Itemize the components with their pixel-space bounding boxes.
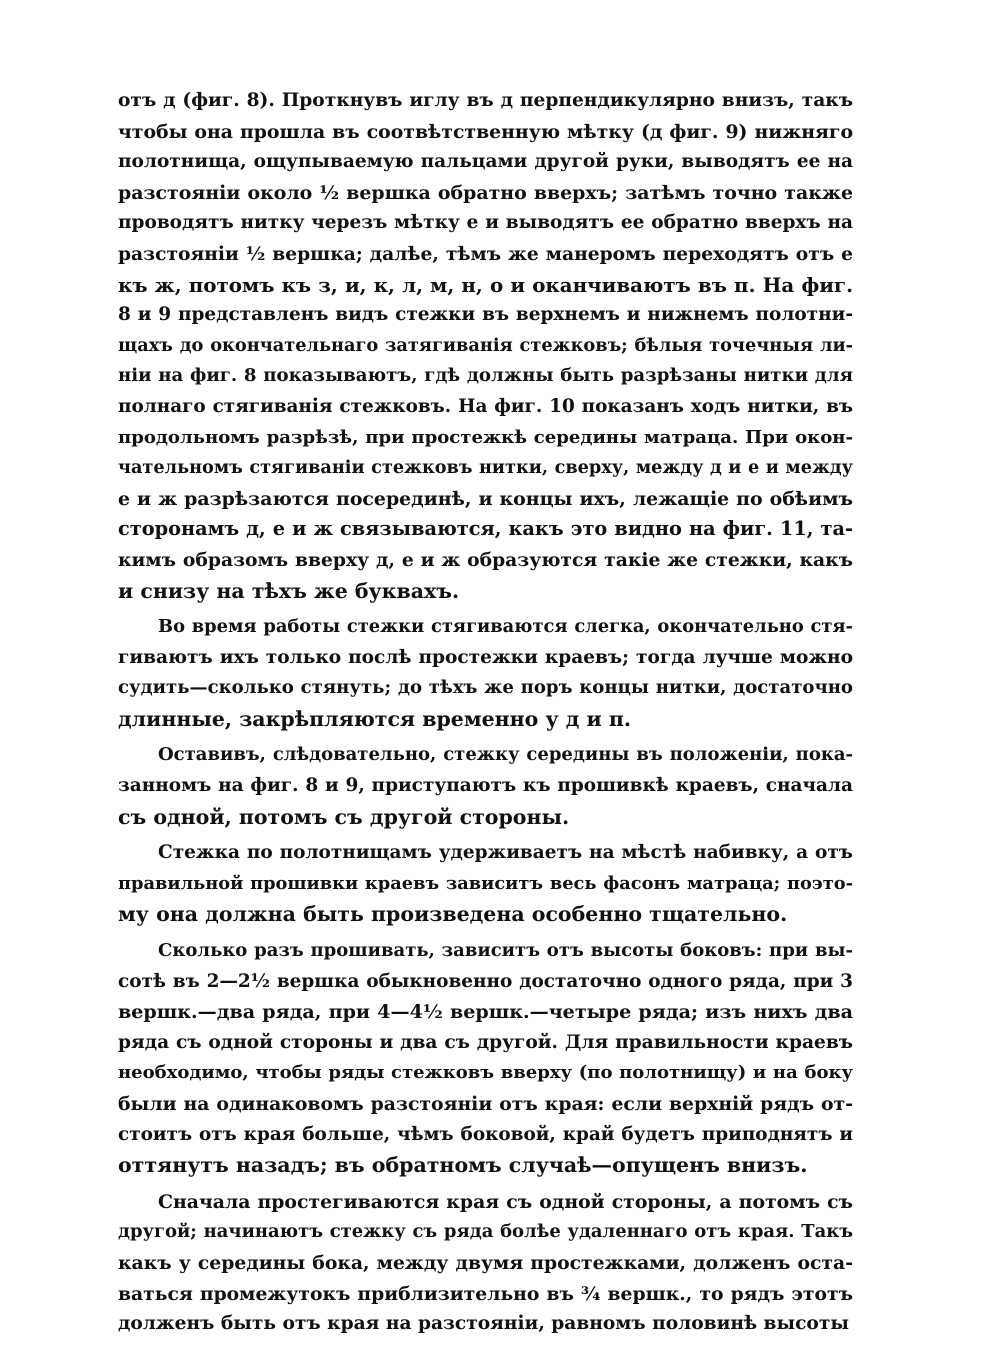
paragraph (118, 612, 853, 734)
text-line: правильной прошивки краевъ зависитъ весь фасонъ матраца; поэто- (118, 872, 853, 894)
text-line: занномъ на фиг. 8 и 9, приступаютъ къ прошивкѣ краевъ, сначала (118, 775, 853, 797)
text-line: и снизу на тѣхъ же буквахъ. (118, 578, 460, 603)
text-line: ніи на фиг. 8 показываютъ, гдѣ должны быть разрѣзаны нитки для (118, 365, 853, 387)
paragraph (118, 838, 853, 930)
text-line: какъ у середины бока, между двумя простежками, долженъ оста- (118, 1251, 853, 1274)
text-line: продольномъ разрѣзѣ, при простежкѣ середины матраца. При окон- (118, 426, 853, 448)
text-line: необходимо, чтобы ряды стежковъ вверху (по полотнищу) и на боку (118, 1062, 853, 1084)
text-line: чательномъ стягиваніи стежковъ нитки, сверху, между д и е и между (118, 457, 853, 479)
text-line: Во время работы стежки стягиваются слегка, окончательно стя- (158, 616, 853, 638)
text-line: проводятъ нитку черезъ мѣтку е и выводятъ ее обратно вверхъ на (118, 212, 853, 234)
text-line: му она должна быть произведена особенно тщательно. (118, 902, 788, 927)
paragraph (118, 86, 853, 606)
text-line: Оставивъ, слѣдовательно, стежку середины въ положеніи, пока- (158, 744, 853, 766)
text-line: другой; начинаютъ стежку съ ряда болѣе удаленнаго отъ края. Такъ (118, 1221, 853, 1243)
text-line: Сколько разъ прошивать, зависитъ отъ высоты боковъ: при вы- (158, 940, 853, 962)
text-line: отъ д (фиг. 8). Проткнувъ иглу въ д перпендикулярно внизъ, такъ (118, 90, 853, 111)
text-line: 8 и 9 представленъ видъ стежки въ верхнемъ и нижнемъ полотни- (118, 304, 853, 326)
text-line: сторонамъ д, е и ж связываются, какъ это видно на фиг. 11, та- (118, 517, 853, 541)
text-line: е и ж разрѣзаются посерединѣ, и концы ихъ, лежащіе по обѣимъ (118, 487, 853, 510)
paragraph (118, 740, 853, 832)
text-line: чтобы она прошла въ соотвѣтственную мѣтку (д фиг. 9) нижняго (118, 120, 853, 143)
text-line: длинные, закрѣпляются временно у д и п. (118, 706, 632, 731)
text-line: судить—сколько стянуть; до тѣхъ же поръ концы нитки, достаточно (118, 677, 853, 699)
text-line: сотѣ въ 2—2½ вершка обыкновенно достаточно одного ряда, при 3 (118, 970, 853, 992)
text-line: разстояніи ½ вершка; далѣе, тѣмъ же манеромъ переходятъ отъ е (118, 242, 853, 265)
text-line: щахъ до окончательнаго затягиванія стежковъ; бѣлыя точечныя ли- (118, 334, 853, 356)
text-line: къ ж, потомъ къ з, и, к, л, м, н, о и оканчиваютъ въ п. На фиг. (118, 272, 853, 297)
text-line: разстояніи около ½ вершка обратно вверхъ; затѣмъ точно также (118, 181, 853, 204)
text-line: Сначала простегиваются края съ одной стороны, а потомъ съ (158, 1190, 853, 1213)
text-line: были на одинаковомъ разстояніи отъ края: если верхній рядъ от- (118, 1093, 853, 1115)
text-line: ряда съ одной стороны и два съ другой. Для правильности краевъ (118, 1031, 853, 1053)
paragraph (118, 936, 853, 1181)
text-line: полнаго стягиванія стежковъ. На фиг. 10 показанъ ходъ нитки, въ (118, 395, 853, 417)
text-line: долженъ быть отъ края на разстояніи, равномъ половинѣ высоты (118, 1313, 849, 1335)
text-line: кимъ образомъ вверху д, е и ж образуются такіе же стежки, какъ (118, 548, 853, 571)
text-line: вершк.—два ряда, при 4—4½ вершк.—четыре ряда; изъ нихъ два (118, 1000, 853, 1024)
text-line: полотнища, ощупываемую пальцами другой руки, выводятъ ее на (118, 151, 853, 173)
text-line: оттянутъ назадъ; въ обратномъ случаѣ—опущенъ внизъ. (118, 1153, 808, 1178)
text-line: съ одной, потомъ съ другой стороны. (118, 804, 570, 829)
text-line: гиваютъ ихъ только послѣ простежки краевъ; тогда лучше можно (118, 646, 853, 668)
text-line: стоитъ отъ края больше, чѣмъ боковой, край будетъ приподнятъ и (118, 1123, 853, 1145)
body-text (118, 86, 853, 1340)
paragraph (118, 1187, 853, 1340)
text-line: ваться промежутокъ приблизительно въ ¾ вершк., то рядъ этотъ (118, 1282, 853, 1305)
text-line: Стежка по полотнищамъ удерживаетъ на мѣстѣ набивку, а отъ (158, 842, 853, 864)
